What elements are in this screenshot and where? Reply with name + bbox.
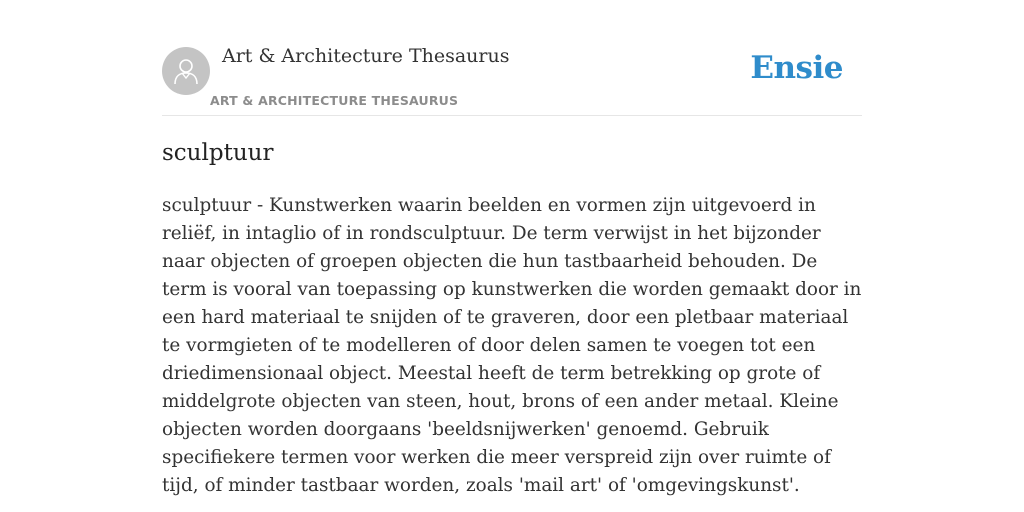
- entry-title: sculptuur: [162, 140, 274, 166]
- user-avatar-icon[interactable]: [162, 47, 210, 95]
- ensie-logo-link[interactable]: Ensie: [750, 50, 843, 86]
- source-subtitle[interactable]: ART & ARCHITECTURE THESAURUS: [210, 93, 459, 108]
- person-outline-icon: [171, 56, 201, 86]
- entry-definition: sculptuur - Kunstwerken waarin beelden en vormen zijn uitgevoerd in reliëf, in intaglio of in rondsculptuur. De term verwijst in het bijzonder naar objecten of groepen objecten die hun tastbaarheid behouden. De term is vooral van toepassing op kunstwerken die worden gemaakt door in een hard materiaal te snijden of te graveren, door een pletbaar materiaal te vormgieten of te modelleren of door delen samen te voegen tot een driedimensionaal object. Meestal heeft de term betrekking op grote of middelgrote objecten van steen, hout, brons of een ander metaal. Kleine objecten worden doorgaans 'beeldsnijwerken' genoemd. Gebruik specifiekere termen voor werken die meer verspreid zijn over ruimte of tijd, of minder tastbaar worden, zoals 'mail art' of 'omgevingskunst'.: [162, 195, 862, 496]
- source-title[interactable]: Art & Architecture Thesaurus: [222, 45, 510, 67]
- source-header: [162, 0, 862, 116]
- content-container: [162, 0, 862, 496]
